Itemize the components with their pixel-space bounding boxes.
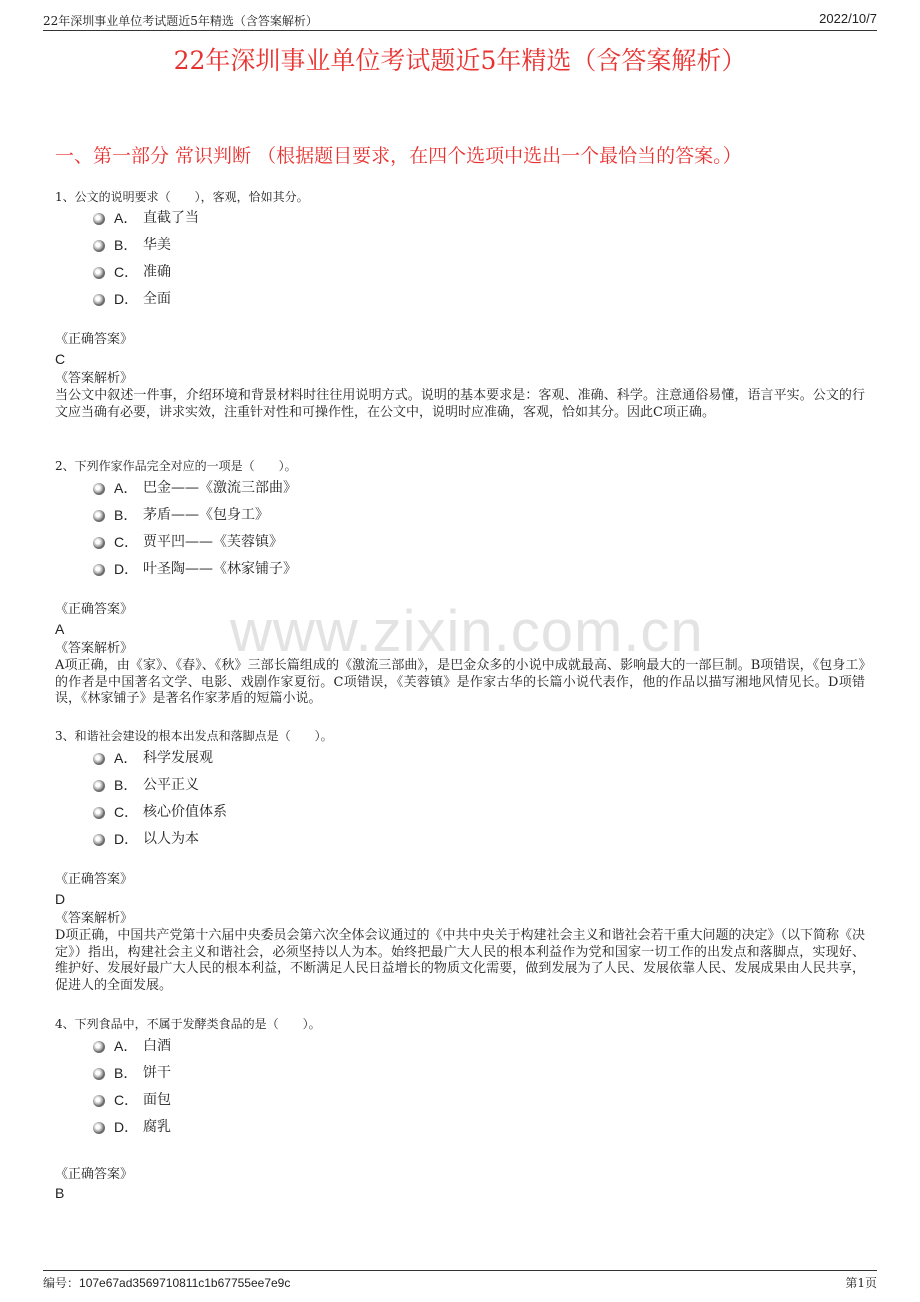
option-text: 巴金——《激流三部曲》 (143, 480, 297, 496)
radio-icon[interactable] (93, 1068, 105, 1080)
analysis-label: 《答案解析》 (55, 371, 134, 386)
option-text: 全面 (143, 291, 171, 307)
option-letter: C． (114, 804, 139, 820)
option-letter: C． (114, 264, 139, 280)
option-letter: B． (114, 777, 138, 793)
correct-answer: B (55, 1185, 65, 1201)
option-letter: B． (114, 1065, 138, 1081)
option-letter: A． (114, 750, 138, 766)
radio-icon[interactable] (93, 564, 105, 576)
option-text: 华美 (143, 237, 171, 253)
option-text: 饼干 (143, 1065, 171, 1081)
correct-answer-label: 《正确答案》 (55, 602, 134, 617)
option-letter: D． (114, 831, 139, 847)
analysis-label: 《答案解析》 (55, 911, 134, 926)
radio-icon[interactable] (93, 1095, 105, 1107)
question-stem: 1、公文的说明要求（ ），客观，恰如其分。 (55, 190, 309, 204)
doc-code-label: 编号： (43, 1276, 80, 1290)
radio-icon[interactable] (93, 834, 105, 846)
option-text: 面包 (143, 1092, 171, 1108)
section-heading: 一、第一部分 常识判断 （根据题目要求，在四个选项中选出一个最恰当的答案。） (55, 145, 742, 167)
radio-icon[interactable] (93, 510, 105, 522)
option-text: 以人为本 (143, 831, 199, 847)
correct-answer: C (55, 351, 66, 367)
question-stem: 3、和谐社会建设的根本出发点和落脚点是（ ）。 (55, 729, 333, 743)
option-letter: C． (114, 1092, 139, 1108)
radio-icon[interactable] (93, 213, 105, 225)
radio-icon[interactable] (93, 753, 105, 765)
doc-code-value: 107e67ad3569710811c1b67755ee7e9c (79, 1276, 291, 1290)
page-footer (43, 1270, 877, 1292)
page-title: 22年深圳事业单位考试题近5年精选（含答案解析） (173, 46, 747, 75)
option-text: 茅盾——《包身工》 (143, 507, 269, 523)
page-header (43, 9, 877, 31)
page-number: 第1页 (845, 1276, 877, 1290)
radio-icon[interactable] (93, 267, 105, 279)
analysis-text: D项正确，中国共产党第十六届中央委员会第六次全体会议通过的《中共中央关于构建社会主义和谐社会若干重大问题的决定》（以下简称《决定》）指出，构建社会主义和谐社会，必须坚持以人为本。始终把最广大人民的根本利益作为党和国家一切工作的出发点和落脚点，实现好、维护好、发展好最广大人民的根本利益，不断满足人民日益增长的物质文化需要，做到发展为了人民、发展依靠人民、发展成果由人民共享，促进人的全面发展。 (55, 928, 865, 994)
option-text: 贾平凹——《芙蓉镇》 (143, 534, 283, 550)
option-text: 准确 (143, 264, 171, 280)
correct-answer-label: 《正确答案》 (55, 332, 134, 347)
correct-answer-label: 《正确答案》 (55, 1167, 134, 1182)
option-letter: B． (114, 237, 138, 253)
header-doc-title: 22年深圳事业单位考试题近5年精选（含答案解析） (43, 14, 318, 28)
option-text: 公平正义 (143, 777, 199, 793)
option-letter: D． (114, 291, 139, 307)
radio-icon[interactable] (93, 240, 105, 252)
header-date: 2022/10/7 (819, 11, 877, 26)
analysis-text: 当公文中叙述一件事，介绍环境和背景材料时往往用说明方式。说明的基本要求是：客观、准确、科学。注意通俗易懂，语言平实。公文的行文应当确有必要，讲求实效，注重针对性和可操作性，在公文中，说明时应准确，客观，恰如其分。因此C项正确。 (55, 388, 865, 420)
correct-answer-label: 《正确答案》 (55, 872, 134, 887)
analysis-label: 《答案解析》 (55, 641, 134, 656)
option-text: 核心价值体系 (143, 804, 227, 820)
option-letter: B． (114, 507, 138, 523)
option-letter: D． (114, 561, 139, 577)
option-text: 直截了当 (143, 210, 199, 226)
radio-icon[interactable] (93, 294, 105, 306)
option-text: 白酒 (143, 1038, 171, 1054)
doc-code (43, 1274, 290, 1291)
radio-icon[interactable] (93, 807, 105, 819)
analysis-text: A项正确，由《家》、《春》、《秋》三部长篇组成的《激流三部曲》，是巴金众多的小说中成就最高、影响最大的一部巨制。B项错误，《包身工》的作者是中国著名文学、电影、戏剧作家夏衍。C项错误，《芙蓉镇》是作家古华的长篇小说代表作，他的作品以描写湘地风情见长。D项错误，《林家铺子》是著名作家茅盾的短篇小说。 (55, 658, 865, 707)
question-stem: 2、下列作家作品完全对应的一项是（ ）。 (55, 459, 297, 473)
option-letter: C． (114, 534, 139, 550)
correct-answer: D (55, 891, 66, 907)
radio-icon[interactable] (93, 780, 105, 792)
watermark: www.zixin.com.cn (230, 599, 704, 664)
option-text: 科学发展观 (143, 750, 213, 766)
radio-icon[interactable] (93, 1041, 105, 1053)
radio-icon[interactable] (93, 1122, 105, 1134)
correct-answer: A (55, 621, 65, 637)
option-letter: A． (114, 480, 138, 496)
option-text: 腐乳 (143, 1119, 171, 1135)
option-letter: A． (114, 210, 138, 226)
question-stem: 4、下列食品中，不属于发酵类食品的是（ ）。 (55, 1017, 321, 1031)
option-text: 叶圣陶——《林家铺子》 (143, 561, 297, 577)
radio-icon[interactable] (93, 537, 105, 549)
radio-icon[interactable] (93, 483, 105, 495)
option-letter: D． (114, 1119, 139, 1135)
option-letter: A． (114, 1038, 138, 1054)
